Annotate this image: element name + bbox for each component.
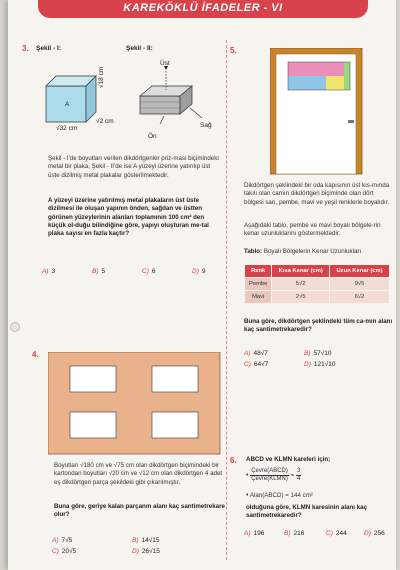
q4-question: Buna göre, geriye kalan parçanın alanı kaç santimetrekare olur? bbox=[54, 503, 225, 519]
q6-option-c[interactable]: C) 244 bbox=[326, 530, 347, 537]
q3-text1: Şekil - I'de boyutları verilen dikdörtgenler priz-masi biçimindeki metal bir plaka, Şekil - II'de ise A yüzeyi üzerine yatırılıp üst üste dizilmiş metal plakalar gösterilmektedir. bbox=[48, 155, 219, 179]
q3-on-label: Ön bbox=[148, 133, 157, 140]
glass-sari bbox=[326, 76, 344, 90]
table-row: Pembe 5√2 9√5 bbox=[245, 278, 390, 291]
binder-hole bbox=[10, 322, 20, 332]
q4-number: 4. bbox=[32, 350, 39, 359]
q4-cardboard-figure bbox=[48, 352, 222, 456]
page-title: KAREKÖKLÜ İFADELER - VI bbox=[123, 2, 283, 14]
q6-option-d[interactable]: D) 256 bbox=[364, 530, 385, 537]
prism-shape1 bbox=[46, 76, 96, 122]
q6-intro: ABCD ve KLMN kareleri için; bbox=[246, 456, 331, 463]
table-header: Kısa Kenar (cm) bbox=[272, 265, 330, 278]
q3-question: A yüzeyi üzerine yatırılmış metal plakaların üst üste dizilmesi ile oluşan yapının önden, sağdan ve üstten görünen yüzeylerinin alanları toplamının 100 cm² den küçük ol-duğu bilindiğine göre, yapıyı oluşturan me-tal plaka sayısı en fazla kaçtır? bbox=[48, 197, 209, 238]
q5-table-caption: Tablo: Boyalı Bölgelerin Kenar Uzunlukları bbox=[244, 248, 362, 255]
q3-option-b[interactable]: B) 5 bbox=[92, 268, 106, 275]
q3-face-label: A bbox=[65, 101, 70, 108]
q4-option-a[interactable]: A) 7√5 bbox=[52, 537, 73, 544]
table-row: Mavi 2√5 6√2 bbox=[245, 291, 390, 304]
q3-option-c[interactable]: C) 6 bbox=[142, 268, 156, 275]
worksheet-page bbox=[8, 0, 396, 570]
q3-dim-width: √32 cm bbox=[56, 125, 78, 132]
q5-door-figure bbox=[270, 48, 364, 176]
q4-text1: Boyutları √180 cm ve √75 cm olan dikdörtgen biçimindeki bir kartondan boyutları √20 cm ve √12 cm olan dikdörtgen 4 adet eş dikdörtgen parça şekildeki gibi çıkarılmıştır. bbox=[54, 462, 223, 486]
q5-question: Buna göre, dikdörtgen şeklindeki tüm ca-mın alanı kaç santimetrekaredir? bbox=[244, 318, 393, 334]
q4-option-b[interactable]: B) 14√15 bbox=[132, 537, 160, 544]
glass-yesil bbox=[344, 62, 350, 90]
q5-option-b[interactable]: B) 57√10 bbox=[304, 350, 332, 357]
q5-text2: Aşağıdaki tablo, pembe ve mavi boyalı bölgele-rin kenar uzunluklarını göstermektedir. bbox=[244, 222, 381, 238]
q3-dim-height: √18 cm bbox=[98, 66, 105, 88]
q3-shape2-label: Şekil - II: bbox=[126, 45, 153, 52]
q6-number: 6. bbox=[230, 456, 237, 465]
q5-option-c[interactable]: C) 64√7 bbox=[244, 361, 269, 368]
q3-ust-label: Üst bbox=[160, 60, 170, 67]
stacked-plates-shape2 bbox=[140, 66, 202, 124]
q5-option-d[interactable]: D) 121√10 bbox=[304, 361, 336, 368]
table-header: Uzun Kenar (cm) bbox=[330, 265, 390, 278]
q3-sag-label: Sağ bbox=[200, 122, 212, 129]
header-band bbox=[38, 0, 368, 18]
q6-area: • Alan(ABCD) = 144 cm² bbox=[246, 492, 313, 499]
q6-ratio: • $\frac{\text{Çevre(ABCD)}}{\text{Çevre(KLMN)}}$ = $\frac{3}{4}$ bbox=[246, 468, 301, 482]
q3-option-a[interactable]: A) 3 bbox=[42, 268, 56, 275]
q6-option-a[interactable]: A) 196 bbox=[244, 530, 265, 537]
q4-option-c[interactable]: C) 20√5 bbox=[52, 548, 77, 555]
q5-text1: Dikdörtgen şeklindeki bir oda kapısının üst kıs-mında takılı olan camın dikdörtgen biçiminde olan dört bölgesi sarı, pembe, mavi ve yeşil renklerle boyalıdır. bbox=[244, 182, 390, 206]
q5-table bbox=[244, 264, 390, 304]
q3-option-d[interactable]: D) 9 bbox=[192, 268, 206, 275]
q6-question: olduğuna göre, KLMN karesinin alanı kaç santimetrekaredir? bbox=[246, 504, 368, 520]
q3-dim-depth: √2 cm bbox=[96, 118, 114, 125]
q3-figure bbox=[30, 56, 230, 146]
glass-pembe bbox=[288, 62, 344, 76]
q3-shape1-label: Şekil - I: bbox=[36, 45, 61, 52]
q3-number: 3. bbox=[22, 44, 29, 53]
q6-option-b[interactable]: B) 216 bbox=[284, 530, 305, 537]
q4-option-d[interactable]: D) 26√15 bbox=[132, 548, 160, 555]
table-header: Renk bbox=[245, 265, 272, 278]
q5-number: 5. bbox=[230, 46, 237, 55]
glass-mavi bbox=[288, 76, 326, 90]
q5-option-a[interactable]: A) 48√7 bbox=[244, 350, 268, 357]
